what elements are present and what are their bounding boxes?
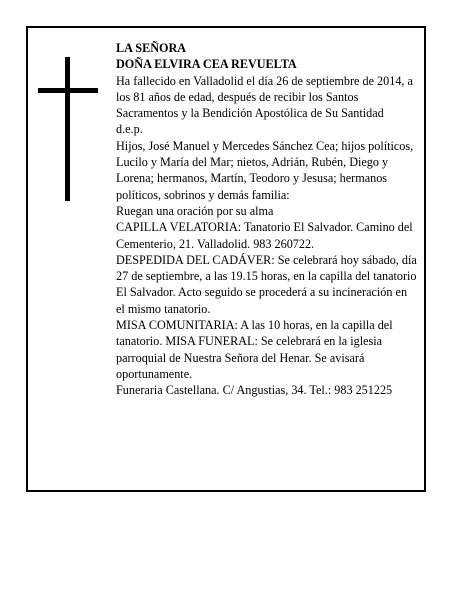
notice-title: LA SEÑORA [116,41,187,55]
death-announcement: Ha fallecido en Valladolid el día 26 de septiembre de 2014, a los 81 años de edad, después de recibir los Santos Sacramentos y la Bendición Apostólica de Su Santidad [116,73,413,121]
farewell-info: DESPEDIDA DEL CADÁVER: Se celebrará hoy sábado, día 27 de septiembre, a las 19.15 horas, en la capilla del tanatorio El Salvador. Acto seguido se procederá a su incineración en el mismo tanatorio. [116,252,417,316]
cross-vertical-bar [65,57,70,201]
dep-line: d.e.p. [116,122,143,137]
funeral-home-info: Funeraria Castellana. C/ Angustias, 34. Tel.: 983 251225 [116,383,393,398]
cross-horizontal-bar [38,88,98,93]
deceased-name: DOÑA ELVIRA CEA REVUELTA [116,57,297,72]
prayer-request: Ruegan una oración por su alma [116,203,274,218]
family-list: Hijos, José Manuel y Mercedes Sánchez Cea; hijos políticos, Lucilo y María del Mar; nietos, Adrián, Rubén, Diego y Lorena; hermanos, Martín, Teodoro y Jesusa; hermanos políticos, sobrinos y demás familia: [116,138,414,202]
mass-info: MISA COMUNITARIA: A las 10 horas, en la capilla del tanatorio. MISA FUNERAL: Se celebrará en la iglesia parroquial de Nuestra Señora del Henar. Se avisará oportunamente. [116,318,393,381]
wake-chapel-info: CAPILLA VELATORIA: Tanatorio El Salvador. Camino del Cementerio, 21. Valladolid. 983 260722. [116,220,413,251]
latin-cross-icon [38,57,98,201]
obituary-notice [26,26,426,492]
notice-text-block [116,40,418,399]
